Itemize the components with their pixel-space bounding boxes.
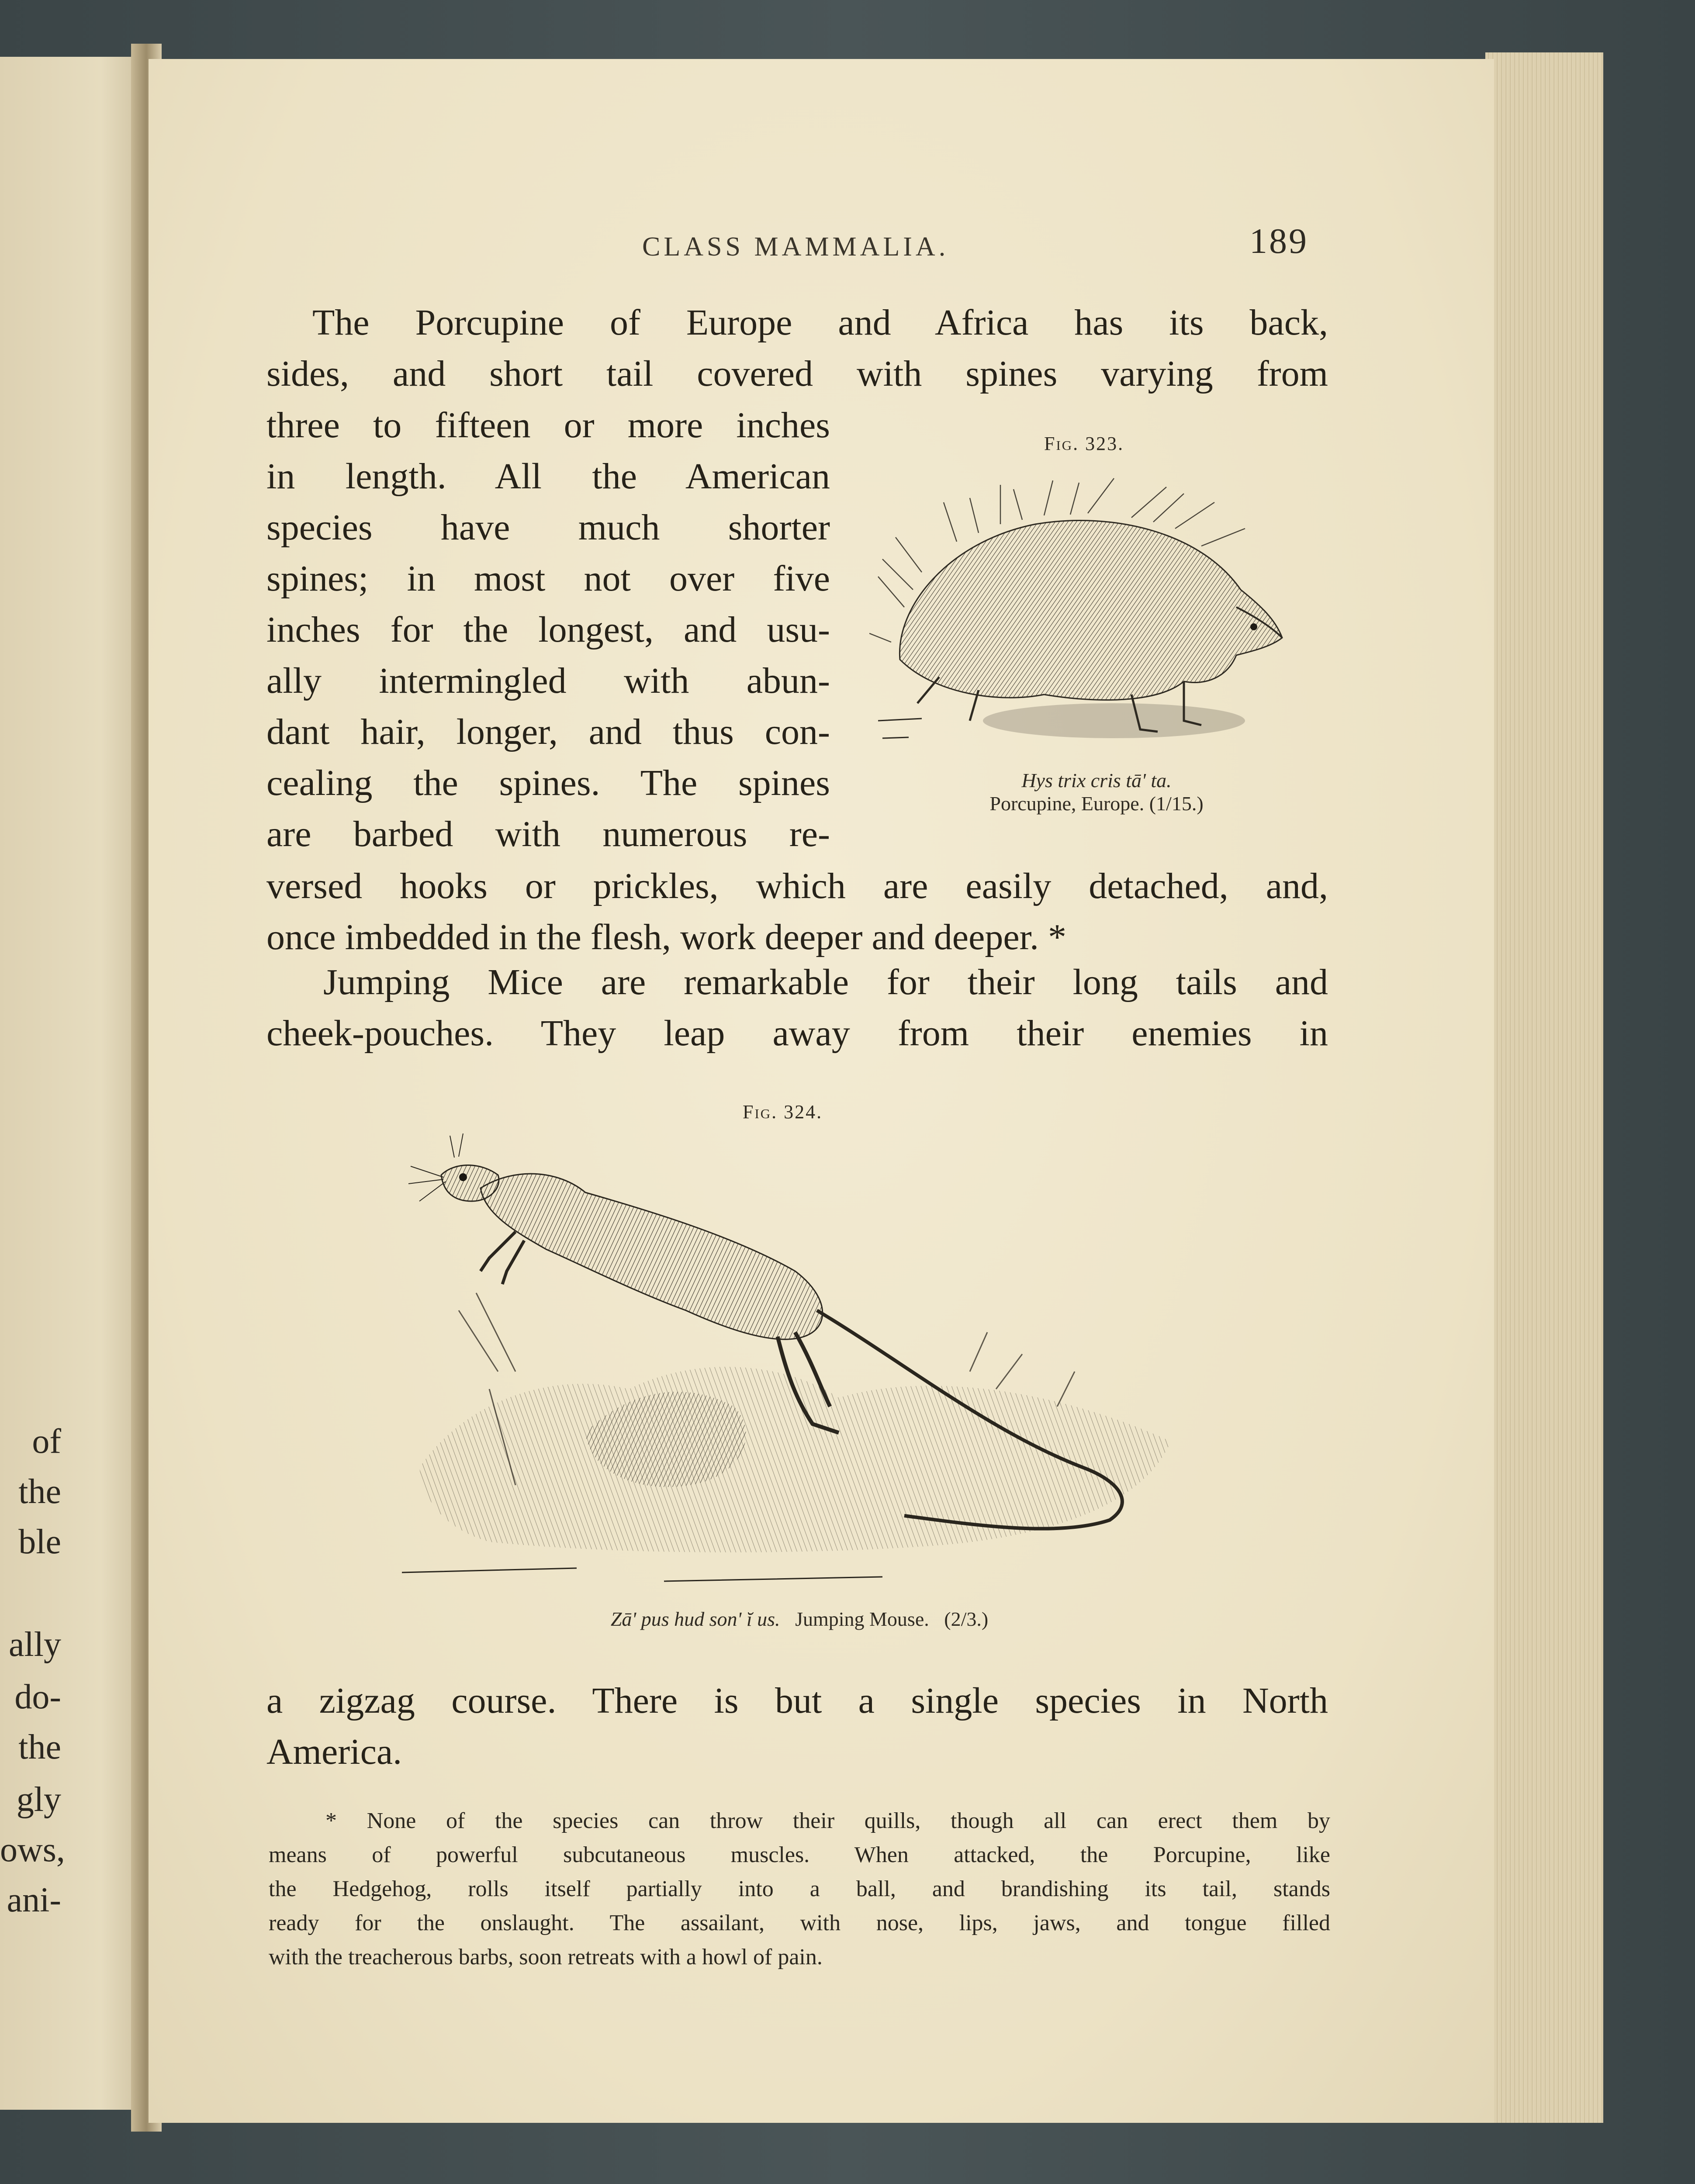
left-fragment: of [32, 1422, 61, 1461]
text-line: cheek-pouches. They leap away from their enemies in [266, 1013, 1328, 1054]
text-line: a zigzag course. There is but a single species in North [266, 1680, 1328, 1721]
text-line: species have much shorter [266, 507, 830, 548]
paragraph-jumping-mice [266, 957, 1328, 1059]
text-line: Jumping Mice are remarkable for their long tails and [323, 962, 1328, 1002]
left-fragment: gly [16, 1780, 61, 1819]
figure-323-label: Fig. 323. [1044, 433, 1124, 454]
left-fragment: the [18, 1472, 61, 1511]
text-line: dant hair, longer, and thus con- [266, 712, 830, 752]
porcupine-engraving [869, 476, 1315, 756]
figure-323-scale: (1/15.) [1149, 792, 1204, 815]
figure-323-scientific-name: Hys trix cris tā' ta. [1021, 769, 1172, 791]
footnote-line: ready for the onslaught. The assailant, with nose, lips, jaws, and tongue filled [269, 1911, 1330, 1935]
left-fragment: ally [9, 1625, 61, 1664]
text-line: in length. All the American [266, 456, 830, 497]
text-line: The Porcupine of Europe and Africa has its back, [312, 302, 1328, 343]
text-line: ally intermingled with abun- [266, 660, 830, 701]
figure-324-scientific-name: Zā' pus hud son' ĭ us. [610, 1608, 780, 1630]
figure-324-label: Fig. 324. [743, 1101, 823, 1123]
footnote-line: the Hedgehog, rolls itself partially into a ball, and brandishing its tail, stands [269, 1876, 1330, 1901]
figure-323-common-name: Porcupine, Europe. [989, 792, 1145, 815]
page-edges [1485, 52, 1603, 2123]
page-number: 189 [1249, 221, 1308, 261]
text-line: versed hooks or prickles, which are easily detached, and, [266, 866, 1328, 906]
left-fragment: do- [14, 1678, 61, 1716]
paragraph-porcupine-end [266, 860, 1328, 963]
footnote-line: * None of the species can throw their quills, though all can erect them by [325, 1808, 1330, 1833]
footnote-line: with the treacherous barbs, soon retreats with a howl of pain. [269, 1945, 823, 1970]
text-line: are barbed with numerous re- [266, 814, 830, 854]
text-line: once imbedded in the flesh, work deeper and deeper. * [266, 917, 1066, 957]
paragraph-zigzag [266, 1675, 1328, 1777]
footnote-line: means of powerful subcutaneous muscles. When attacked, the Porcupine, like [269, 1842, 1330, 1867]
paragraph-porcupine-column [266, 400, 830, 860]
figure-323-caption [896, 769, 1297, 815]
figure-324-caption [537, 1607, 1062, 1631]
footnote [269, 1804, 1330, 1974]
left-fragment: ble [18, 1523, 61, 1561]
jumping-mouse-engraving [402, 1127, 1197, 1599]
running-head: CLASS MAMMALIA. [642, 232, 949, 262]
left-fragment: ows, [0, 1831, 65, 1869]
paragraph-porcupine-top [266, 297, 1328, 399]
text-line: spines; in most not over five [266, 558, 830, 599]
left-fragment: the [18, 1728, 61, 1766]
text-line: inches for the longest, and usu- [266, 609, 830, 650]
left-fragment: ani- [7, 1881, 61, 1919]
text-line: cealing the spines. The spines [266, 763, 830, 803]
figure-324-scale: (2/3.) [944, 1608, 989, 1630]
text-line: three to fifteen or more inches [266, 405, 830, 446]
figure-324-common-name: Jumping Mouse. [795, 1608, 929, 1630]
text-line: sides, and short tail covered with spines varying from [266, 353, 1328, 394]
text-line: America. [266, 1731, 402, 1772]
